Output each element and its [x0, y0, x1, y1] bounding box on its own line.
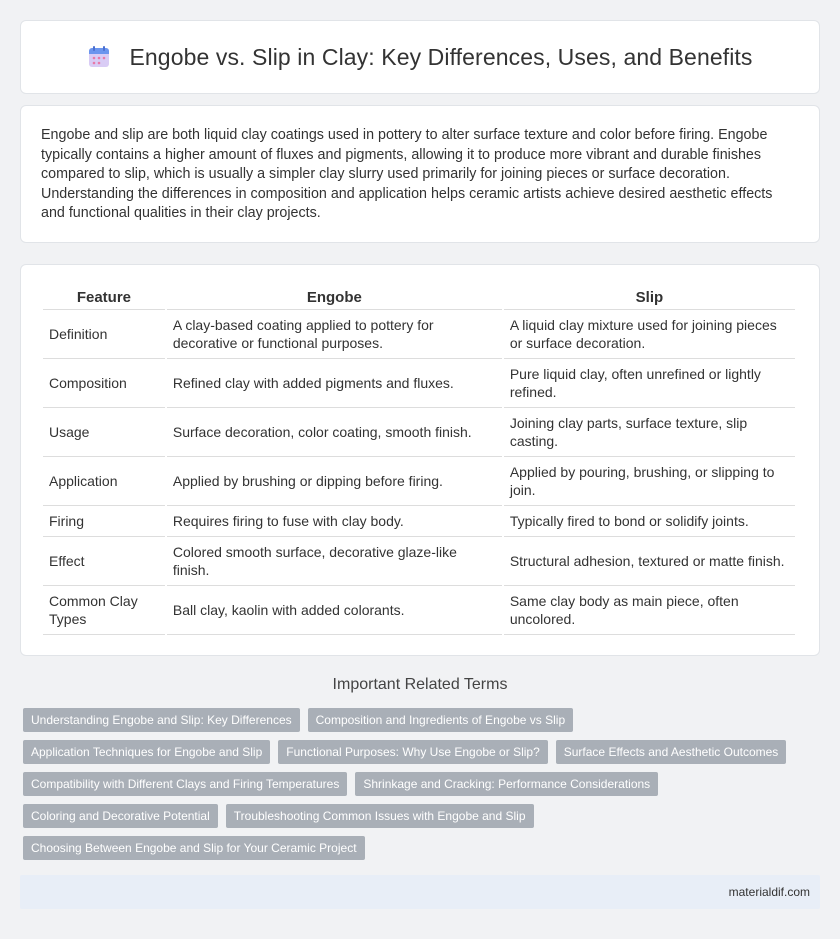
table-row — [43, 408, 795, 457]
calendar-icon — [87, 45, 111, 69]
header-feature: Feature — [43, 283, 165, 310]
related-terms-title: Important Related Terms — [332, 676, 508, 693]
tag-row — [23, 836, 813, 860]
table-row — [43, 537, 795, 586]
feature-cell: Composition — [43, 359, 165, 408]
intro-card — [20, 105, 820, 243]
related-term-tag[interactable]: Functional Purposes: Why Use Engobe or Slip? — [278, 740, 547, 764]
title-card — [20, 20, 820, 94]
feature-cell: Usage — [43, 408, 165, 457]
footer — [20, 875, 820, 909]
related-terms-tags — [23, 708, 813, 868]
related-term-tag[interactable]: Coloring and Decorative Potential — [23, 804, 218, 828]
table-row — [43, 359, 795, 408]
related-term-tag[interactable]: Choosing Between Engobe and Slip for Your Ceramic Project — [23, 836, 365, 860]
related-term-tag[interactable]: Compatibility with Different Clays and Firing Temperatures — [23, 772, 347, 796]
page-title: Engobe vs. Slip in Clay: Key Differences, Uses, and Benefits — [129, 43, 753, 70]
slip-cell: Structural adhesion, textured or matte finish. — [504, 537, 795, 586]
feature-cell: Application — [43, 457, 165, 506]
slip-cell: A liquid clay mixture used for joining pieces or surface decoration. — [504, 310, 795, 359]
table-row — [43, 586, 795, 635]
related-term-tag[interactable]: Application Techniques for Engobe and Slip — [23, 740, 270, 764]
slip-cell: Joining clay parts, surface texture, slip casting. — [504, 408, 795, 457]
header-engobe: Engobe — [167, 283, 502, 310]
slip-cell: Pure liquid clay, often unrefined or lightly refined. — [504, 359, 795, 408]
feature-cell: Common Clay Types — [43, 586, 165, 635]
related-term-tag[interactable]: Troubleshooting Common Issues with Engobe and Slip — [226, 804, 534, 828]
feature-cell: Effect — [43, 537, 165, 586]
related-term-tag[interactable]: Shrinkage and Cracking: Performance Considerations — [355, 772, 658, 796]
engobe-cell: Requires firing to fuse with clay body. — [167, 506, 502, 537]
related-term-tag[interactable]: Understanding Engobe and Slip: Key Differences — [23, 708, 300, 732]
engobe-cell: Colored smooth surface, decorative glaze-like finish. — [167, 537, 502, 586]
slip-cell: Applied by pouring, brushing, or slipping to join. — [504, 457, 795, 506]
table-header-row — [43, 283, 795, 310]
table-row — [43, 506, 795, 537]
footer-site-link[interactable]: materialdif.com — [728, 885, 810, 899]
tag-row — [23, 740, 813, 764]
tag-row — [23, 804, 813, 828]
tag-row — [23, 708, 813, 732]
engobe-cell: A clay-based coating applied to pottery for decorative or functional purposes. — [167, 310, 502, 359]
table-row — [43, 310, 795, 359]
engobe-cell: Refined clay with added pigments and fluxes. — [167, 359, 502, 408]
feature-cell: Definition — [43, 310, 165, 359]
slip-cell: Same clay body as main piece, often uncolored. — [504, 586, 795, 635]
engobe-cell: Ball clay, kaolin with added colorants. — [167, 586, 502, 635]
tag-row — [23, 772, 813, 796]
slip-cell: Typically fired to bond or solidify joints. — [504, 506, 795, 537]
related-term-tag[interactable]: Composition and Ingredients of Engobe vs Slip — [308, 708, 574, 732]
engobe-cell: Surface decoration, color coating, smooth finish. — [167, 408, 502, 457]
related-term-tag[interactable]: Surface Effects and Aesthetic Outcomes — [556, 740, 787, 764]
header-slip: Slip — [504, 283, 795, 310]
intro-text: Engobe and slip are both liquid clay coatings used in pottery to alter surface texture and color before firing. Engobe typically contains a higher amount of fluxes and pigments, allowing it to produce more vibrant and durable finishes compared to slip, which is usually a simpler clay slurry used primarily for joining pieces or surface decoration. Understanding the differences in composition and application helps ceramic artists achieve desired aesthetic effects and functional qualities in their clay projects. — [41, 127, 773, 222]
engobe-cell: Applied by brushing or dipping before firing. — [167, 457, 502, 506]
comparison-table — [41, 283, 797, 635]
feature-cell: Firing — [43, 506, 165, 537]
comparison-table-card — [20, 264, 820, 656]
table-row — [43, 457, 795, 506]
